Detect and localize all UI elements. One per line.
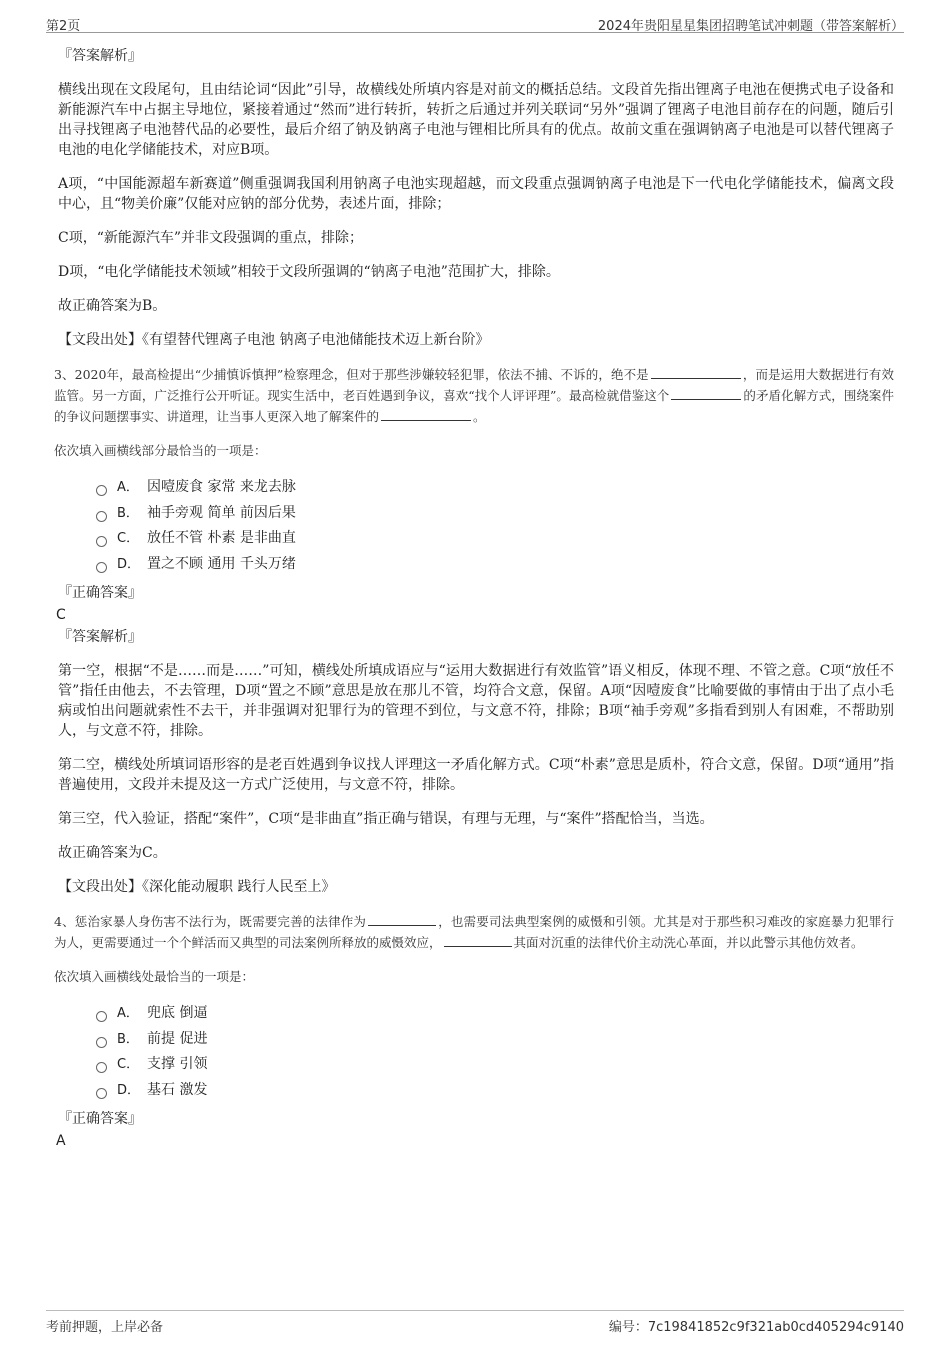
q4-option-a[interactable]: A． 兜底 倒逼 <box>96 1001 894 1027</box>
q3-option-a[interactable]: A． 因噎废食 家常 来龙去脉 <box>96 475 894 501</box>
radio-icon[interactable] <box>96 1088 107 1099</box>
page-footer <box>46 1310 904 1335</box>
q3-instruction: 依次填入画横线部分最恰当的一项是： <box>54 443 267 458</box>
radio-icon[interactable] <box>96 511 107 522</box>
radio-icon[interactable] <box>96 536 107 547</box>
q2-analysis-para: D项，“电化学储能技术领域”相较于文段所强调的“钠离子电池”范围扩大，排除。 <box>58 264 560 280</box>
fill-blank <box>381 406 471 421</box>
q3-analysis-tag: 『答案解析』 <box>58 629 142 645</box>
footer-slogan: 考前押题，上岸必备 <box>46 1320 164 1335</box>
q3-source: 【文段出处】《深化能动履职 践行人民至上》 <box>58 879 336 895</box>
q3-option-d[interactable]: D． 置之不顾 通用 千头万绪 <box>96 552 894 578</box>
page-header <box>46 12 904 33</box>
radio-icon[interactable] <box>96 1037 107 1048</box>
radio-icon[interactable] <box>96 562 107 573</box>
q3-answer-tag: 『正确答案』 <box>58 585 142 601</box>
q4-answer: A <box>56 1133 66 1149</box>
q3-analysis-para: 第一空，根据“不是……而是……”可知，横线处所填成语应与“运用大数据进行有效监管”语义相反，体现不理、不管之意。C项“放任不管”指任由他去，不去管理，D项“置之不顾”意思是放在那儿不管，均符合文意，保留。A项“因噎废食”比喻要做的事情由于出了点小毛病或怕出问题就索性不去干，并非强调对犯罪行为的管理不到位，与文意不符，排除；B项“袖手旁观”多指看到别人有困难，不帮助别人，与文意不符，排除。 <box>58 663 894 739</box>
q3-answer: C <box>56 607 66 623</box>
fill-blank <box>368 911 436 926</box>
document-title: 2024年贵阳星星集团招聘笔试冲刺题（带答案解析） <box>597 19 904 34</box>
q3-stem: 3、2020年，最高检提出“少捕慎诉慎押”检察理念，但对于那些涉嫌较轻犯罪，依法不捕、不诉的，绝不是 ，而是运用大数据进行有效监管。另一方面，广泛推行公开听证。现实生活中，老百姓遇到争议，喜欢“找个人评评理”。最高检就借鉴这个 的矛盾化解方式，围绕案件的争议问题摆事实、讲道理，让当事人更深入地了解案件的 。 <box>54 364 894 427</box>
q4-option-c[interactable]: C． 支撑 引领 <box>96 1052 894 1078</box>
q3-analysis-para: 故正确答案为C。 <box>58 845 167 861</box>
q3-option-b[interactable]: B． 袖手旁观 简单 前因后果 <box>96 501 894 527</box>
q2-analysis-para: 横线出现在文段尾句，且由结论词“因此”引导，故横线处所填内容是对前文的概括总结。文段首先指出锂离子电池在便携式电子设备和新能源汽车中占据主导地位，紧接着通过“然而”进行转折，转折之后通过并列关联词“另外”强调了锂离子电池目前存在的问题，随后引出寻找锂离子电池替代品的必要性，最后介绍了钠及钠离子电池与锂相比所具有的优点。故前文重在强调钠离子电池是可以替代锂离子电池的电化学储能技术，对应B项。 <box>58 82 894 158</box>
q3-analysis-para: 第二空，横线处所填词语形容的是老百姓遇到争议找人评理这一矛盾化解方式。C项“朴素”意思是质朴，符合文意，保留。D项“通用”指普遍使用，文段并未提及这一方式广泛使用，与文意不符，排除。 <box>58 757 894 793</box>
page-content <box>54 44 894 1151</box>
radio-icon[interactable] <box>96 1062 107 1073</box>
q4-option-d[interactable]: D． 基石 激发 <box>96 1078 894 1104</box>
page-number: 第2页 <box>46 19 81 34</box>
radio-icon[interactable] <box>96 485 107 496</box>
q3-options <box>96 475 894 577</box>
q4-answer-tag: 『正确答案』 <box>58 1111 142 1127</box>
q2-analysis-para: C项，“新能源汽车”并非文段强调的重点，排除； <box>58 230 364 246</box>
q3-option-c[interactable]: C． 放任不管 朴素 是非曲直 <box>96 526 894 552</box>
q4-option-b[interactable]: B． 前提 促进 <box>96 1027 894 1053</box>
q2-analysis-tag: 『答案解析』 <box>58 48 142 64</box>
q4-options <box>96 1001 894 1103</box>
q4-stem: 4、惩治家暴人身伤害不法行为，既需要完善的法律作为 ，也需要司法典型案例的威慑和引领。尤其是对于那些积习难改的家庭暴力犯罪行为人，更需要通过一个个鲜活而又典型的司法案例所释放的威慑效应， 其面对沉重的法律代价主动洗心革面，并以此警示其他仿效者。 <box>54 911 894 953</box>
document-code: 编号：7c19841852c9f321ab0cd405294c9140 <box>608 1320 904 1335</box>
q3-analysis-para: 第三空，代入验证，搭配“案件”，C项“是非曲直”指正确与错误，有理与无理，与“案件”搭配恰当，当选。 <box>58 811 714 827</box>
q2-analysis-para: 故正确答案为B。 <box>58 298 167 314</box>
fill-blank <box>671 385 741 400</box>
q4-instruction: 依次填入画横线处最恰当的一项是： <box>54 969 255 984</box>
radio-icon[interactable] <box>96 1011 107 1022</box>
q2-analysis-para: A项，“中国能源超车新赛道”侧重强调我国利用钠离子电池实现超越，而文段重点强调钠离子电池是下一代电化学储能技术，偏离文段中心，且“物美价廉”仅能对应钠的部分优势，表述片面，排除； <box>58 176 894 212</box>
fill-blank <box>444 932 512 947</box>
fill-blank <box>651 364 741 379</box>
q2-source: 【文段出处】《有望替代锂离子电池 钠离子电池储能技术迈上新台阶》 <box>58 332 490 348</box>
